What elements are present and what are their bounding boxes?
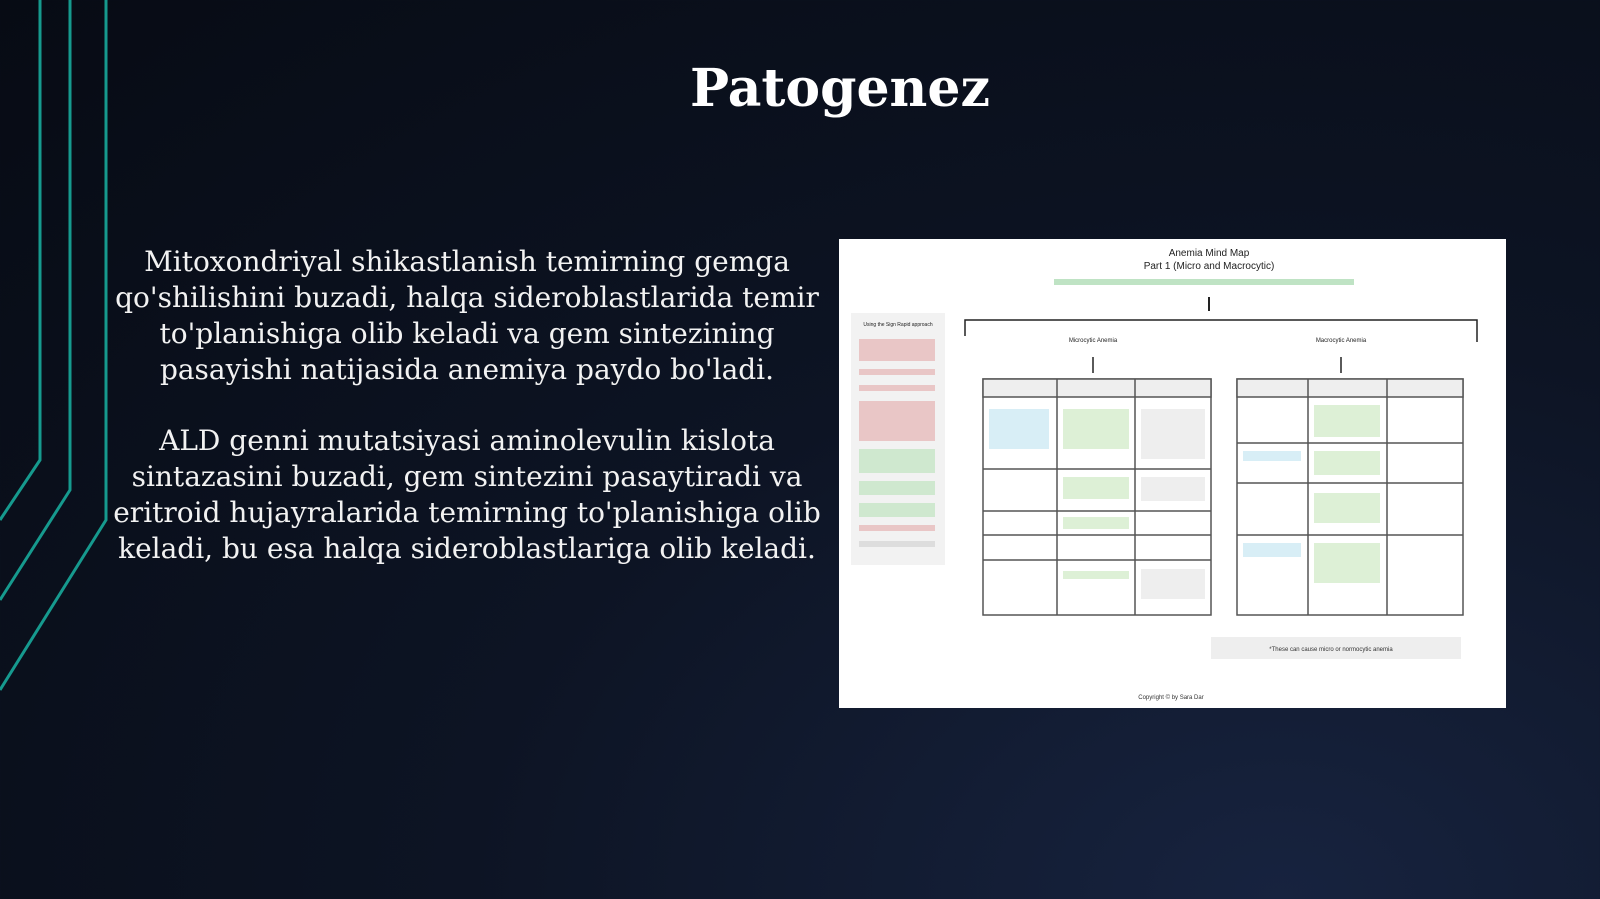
figure-sidebar [851,313,945,565]
figure-footnote: *These can cause micro or normocytic anemia [1269,647,1393,653]
left-branch-label: Microcytic Anemia [1068,338,1118,344]
sidebar-header: Using the Sign Rapid approach [863,322,933,328]
paragraph-1: Mitoxondriyal shikastlanish temirning gemga qo'shilishini buzadi, halqa sideroblastlarida temir to'planishiga olib keladi va gem sintezining pasayishi natijasida anemiya paydo bo'ladi. [115,245,819,386]
microcytic-table-fills [989,409,1205,599]
right-branch-label: Macrocytic Anemia [1315,338,1367,344]
macrocytic-table-fills [1243,405,1380,583]
figure-copyright: Copyright © by Sara Dar [1138,695,1204,701]
anemia-mind-map-image [839,239,1506,708]
slide-body [112,244,822,602]
paragraph-2: ALD genni mutatsiyasi aminolevulin kislota sintazasini buzadi, gem sintezini pasaytiradi va eritroid hujayralarida temirning to'planishiga olib keladi, bu esa halqa sideroblastlariga olib keladi. [113,424,821,565]
slide-title: Patogenez [690,58,990,119]
figure-subtitle: Part 1 (Micro and Macrocytic) [1143,261,1275,272]
figure-title: Anemia Mind Map [1168,248,1250,259]
